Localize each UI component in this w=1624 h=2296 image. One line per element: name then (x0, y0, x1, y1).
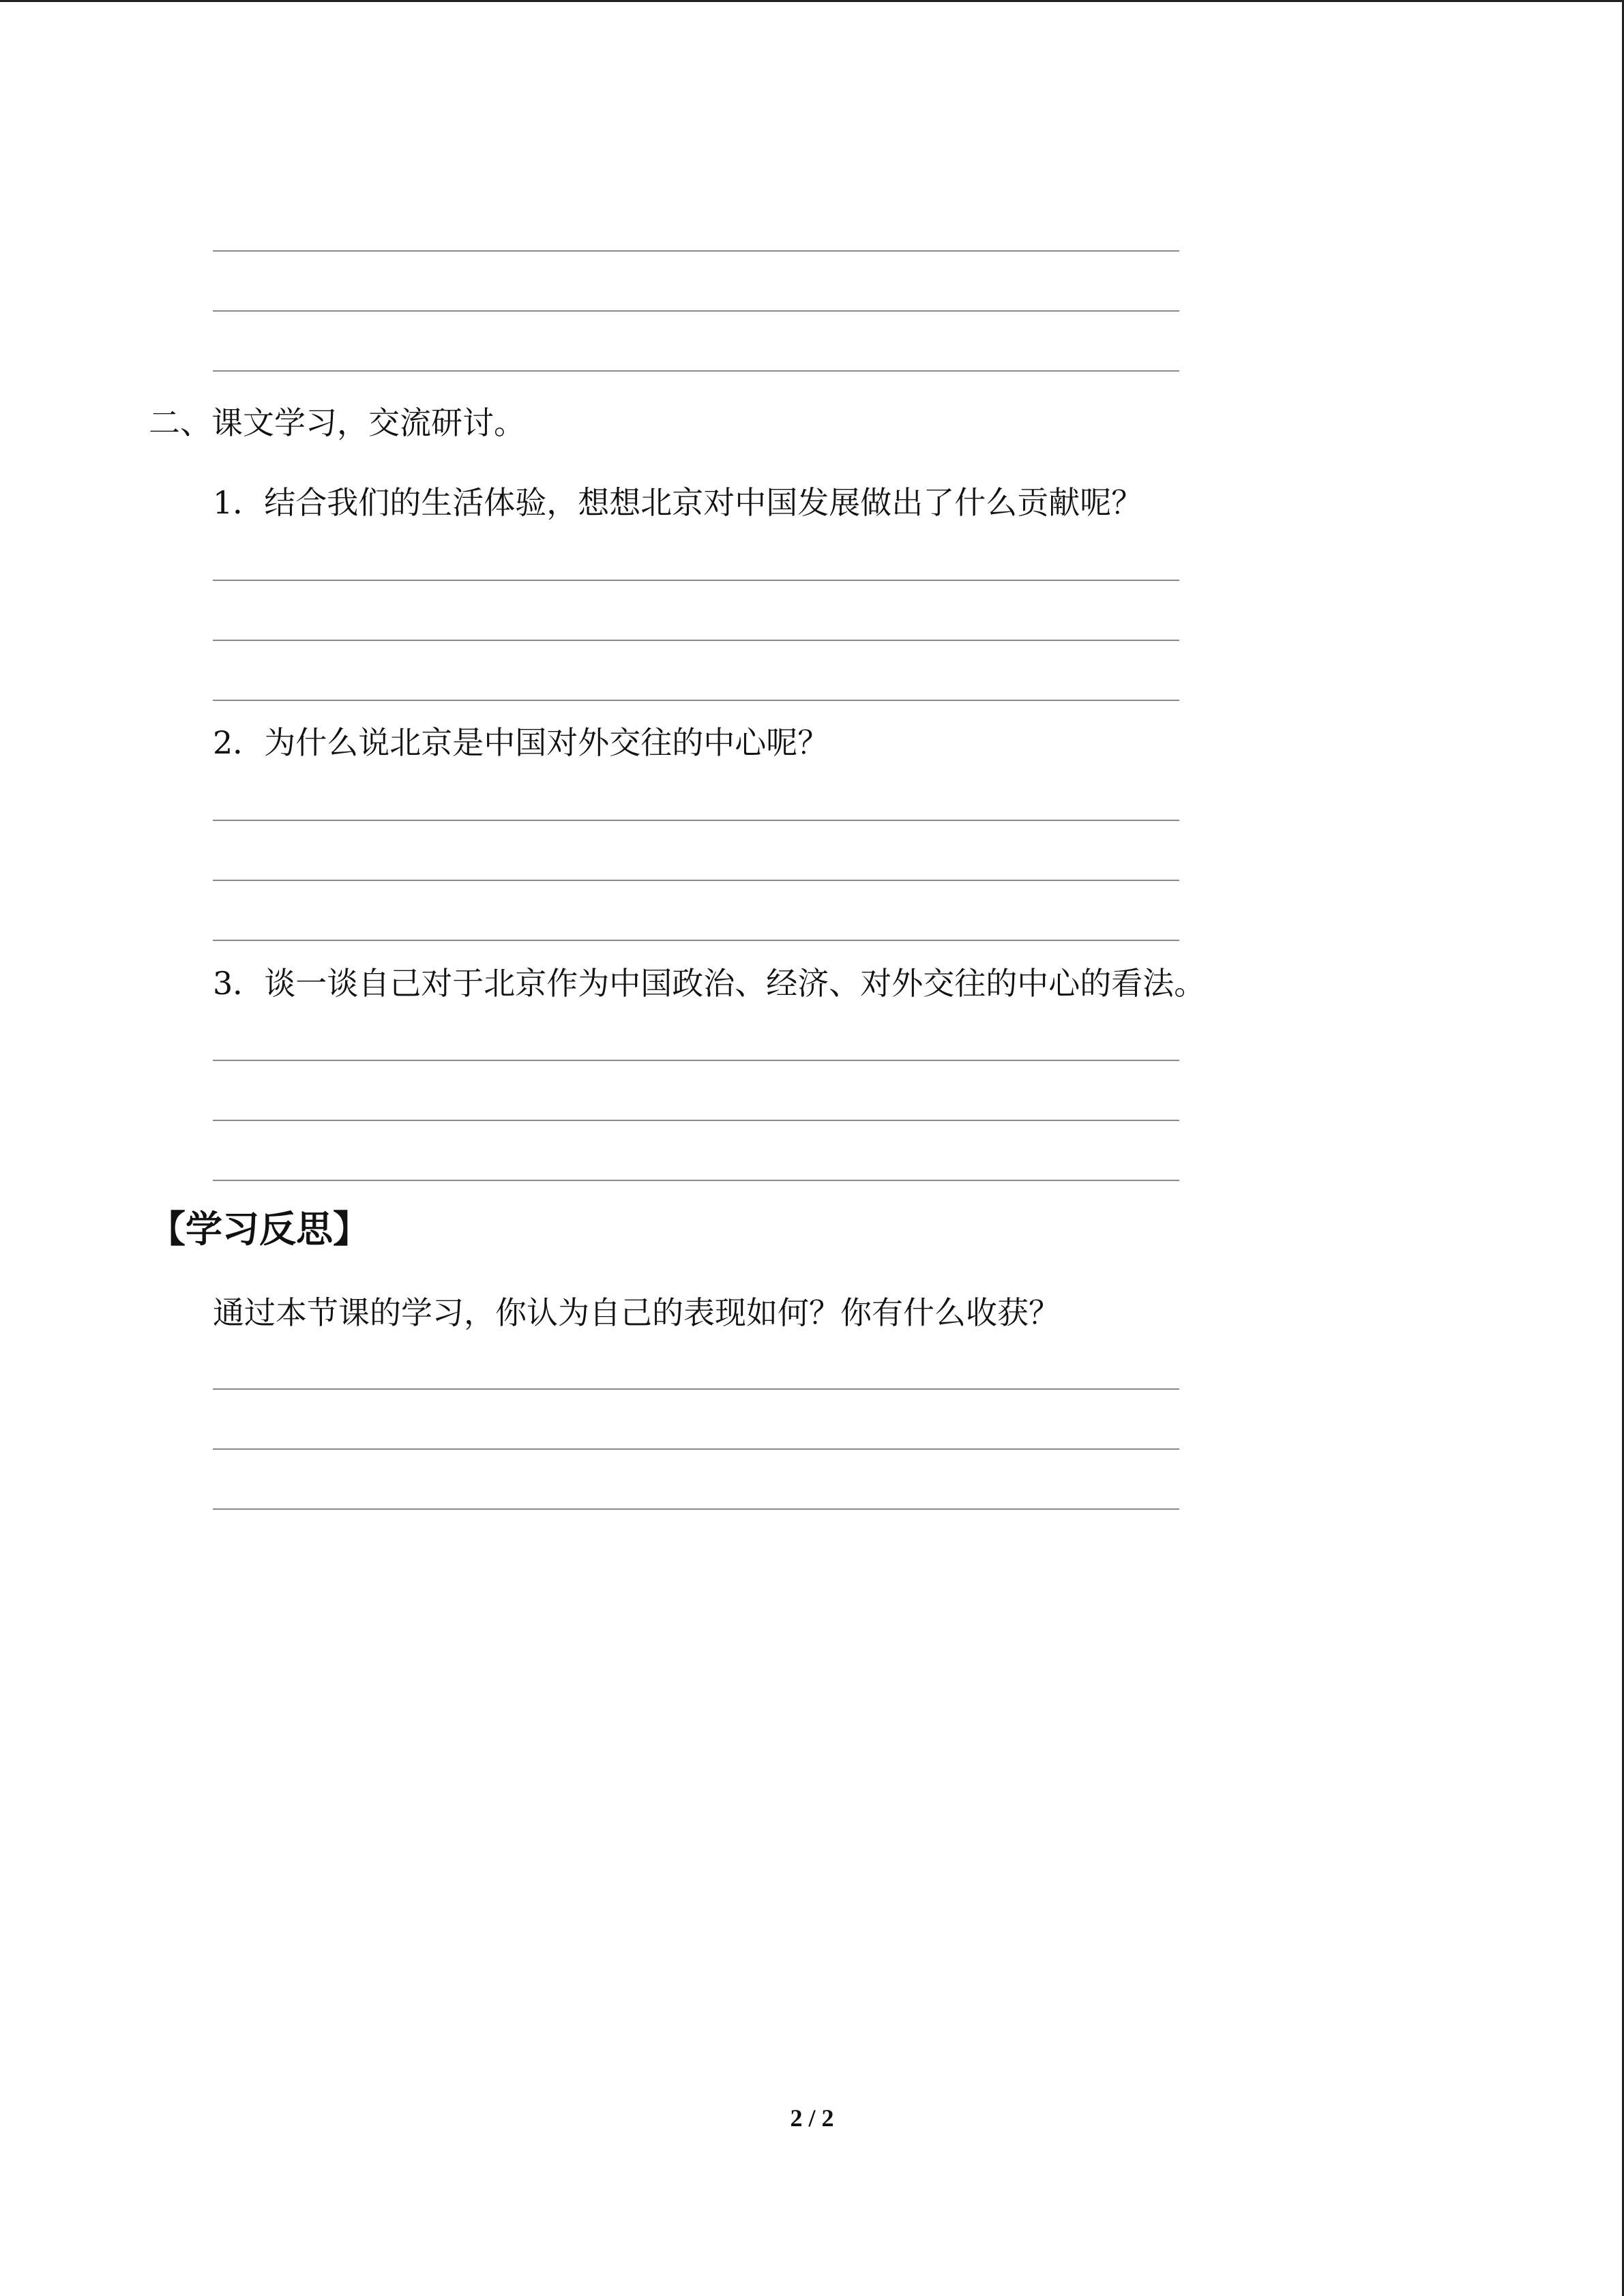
reflection-title: 【学习反思】 (149, 1208, 370, 1251)
answer-line[interactable] (213, 820, 1179, 821)
question-2: 2．为什么说北京是中国对外交往的中心呢？ (213, 724, 829, 761)
answer-line[interactable] (213, 940, 1179, 941)
answer-line[interactable] (213, 700, 1179, 701)
answer-line[interactable] (213, 640, 1179, 641)
answer-line[interactable] (213, 1180, 1179, 1181)
answer-line[interactable] (213, 1388, 1179, 1390)
answer-line[interactable] (213, 1060, 1179, 1061)
reflection-prompt: 通过本节课的学习，你认为自己的表现如何？你有什么收获？ (213, 1294, 1060, 1331)
answer-line[interactable] (213, 580, 1179, 581)
page-top-border (0, 0, 1624, 2)
question-3: 3．谈一谈自己对于北京作为中国政治、经济、对外交往的中心的看法。 (213, 965, 1206, 1002)
question-1: 1．结合我们的生活体验，想想北京对中国发展做出了什么贡献呢？ (213, 484, 1143, 521)
answer-line[interactable] (213, 250, 1179, 252)
answer-line[interactable] (213, 1448, 1179, 1450)
answer-line[interactable] (213, 1120, 1179, 1121)
section-heading: 二、课文学习，交流研讨。 (149, 404, 525, 441)
answer-line[interactable] (213, 880, 1179, 881)
answer-line[interactable] (213, 370, 1179, 372)
answer-line[interactable] (213, 310, 1179, 312)
page-number: 2 / 2 (790, 2104, 834, 2132)
answer-line[interactable] (213, 1508, 1179, 1510)
